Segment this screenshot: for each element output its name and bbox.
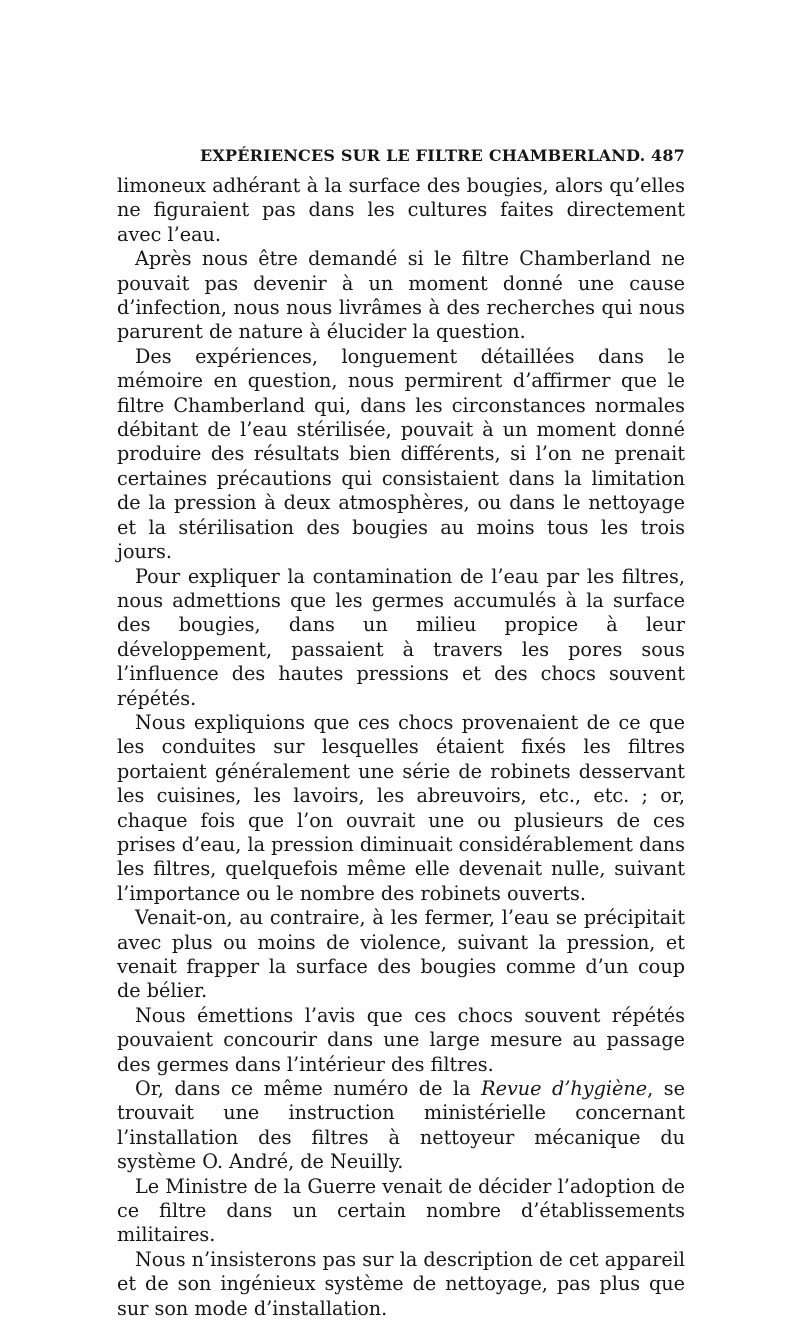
journal-title: Revue d’hygiène <box>481 1077 648 1101</box>
paragraph-minister: Le Ministre de la Guerre venait de décider l’adoption de ce filtre dans un certain nombre d’établissements militaires. <box>117 1174 685 1247</box>
paragraph-contamination: Pour expliquer la contamination de l’eau par les filtres, nous admettions que les germes accumulés à la surface des bougies, dans un milieu propice à leur développement, passaient à travers les pores sous l’influence des hautes pressions et des chocs souvent répétés. <box>117 564 685 710</box>
paragraph-closing-taps: Venait-on, au contraire, à les fermer, l’eau se précipitait avec plus ou moins de violence, suivant la pression, et venait frapper la surface des bougies comme d’un coup de bélier. <box>117 906 685 1003</box>
body-text <box>117 174 685 1321</box>
running-head <box>117 140 685 174</box>
paragraph-revue-after: , se trouvait une instruction ministérielle concernant l’installation des filtres à nettoyeur mécanique du système O. André, de Neuilly. <box>117 1077 685 1174</box>
paragraph-experiences: Des expériences, longuement détaillées dans le mémoire en question, nous permirent d’affirmer que le filtre Chamberland qui, dans les circonstances normales débitant de l’eau stérilisée, pouvait à un moment donné produire des résultats bien différents, si l’on ne prenait certaines précautions qui consistaient dans la limitation de la pression à deux atmosphères, ou dans le nettoyage et la stérilisation des bougies au moins tous les trois jours. <box>117 344 685 564</box>
page-number: 487 <box>651 146 685 165</box>
paragraph-shocks: Nous expliquions que ces chocs provenaient de ce que les conduites sur lesquelles étaient fixés les filtres portaient généralement une série de robinets desservant les cuisines, les lavoirs, les abreuvoirs, etc., etc. ; or, chaque fois que l’on ouvrait une ou plusieurs de ces prises d’eau, la pression diminuait considérablement dans les filtres, quelquefois même elle devenait nulle, suivant l’importance ou le nombre des robinets ouverts. <box>117 710 685 905</box>
book-page <box>117 140 685 1321</box>
paragraph-revue <box>117 1077 685 1175</box>
paragraph-final: Nous n’insisterons pas sur la description de cet appareil et de son ingénieux système de nettoyage, pas plus que sur son mode d’installation. <box>117 1247 685 1320</box>
paragraph-question: Après nous être demandé si le filtre Chamberland ne pouvait pas devenir à un moment donné une cause d’infection, nous nous livrâmes à des recherches qui nous parurent de nature à élucider la question. <box>117 247 685 344</box>
running-title: EXPÉRIENCES SUR LE FILTRE CHAMBERLAND. <box>200 146 646 165</box>
paragraph-continuation: limoneux adhérant à la surface des bougies, alors qu’elles ne figuraient pas dans les cultures faites directement avec l’eau. <box>117 174 685 246</box>
paragraph-opinion: Nous émettions l’avis que ces chocs souvent répétés pouvaient concourir dans une large mesure au passage des germes dans l’intérieur des filtres. <box>117 1003 685 1076</box>
paragraph-revue-before: Or, dans ce même numéro de la <box>135 1077 482 1101</box>
